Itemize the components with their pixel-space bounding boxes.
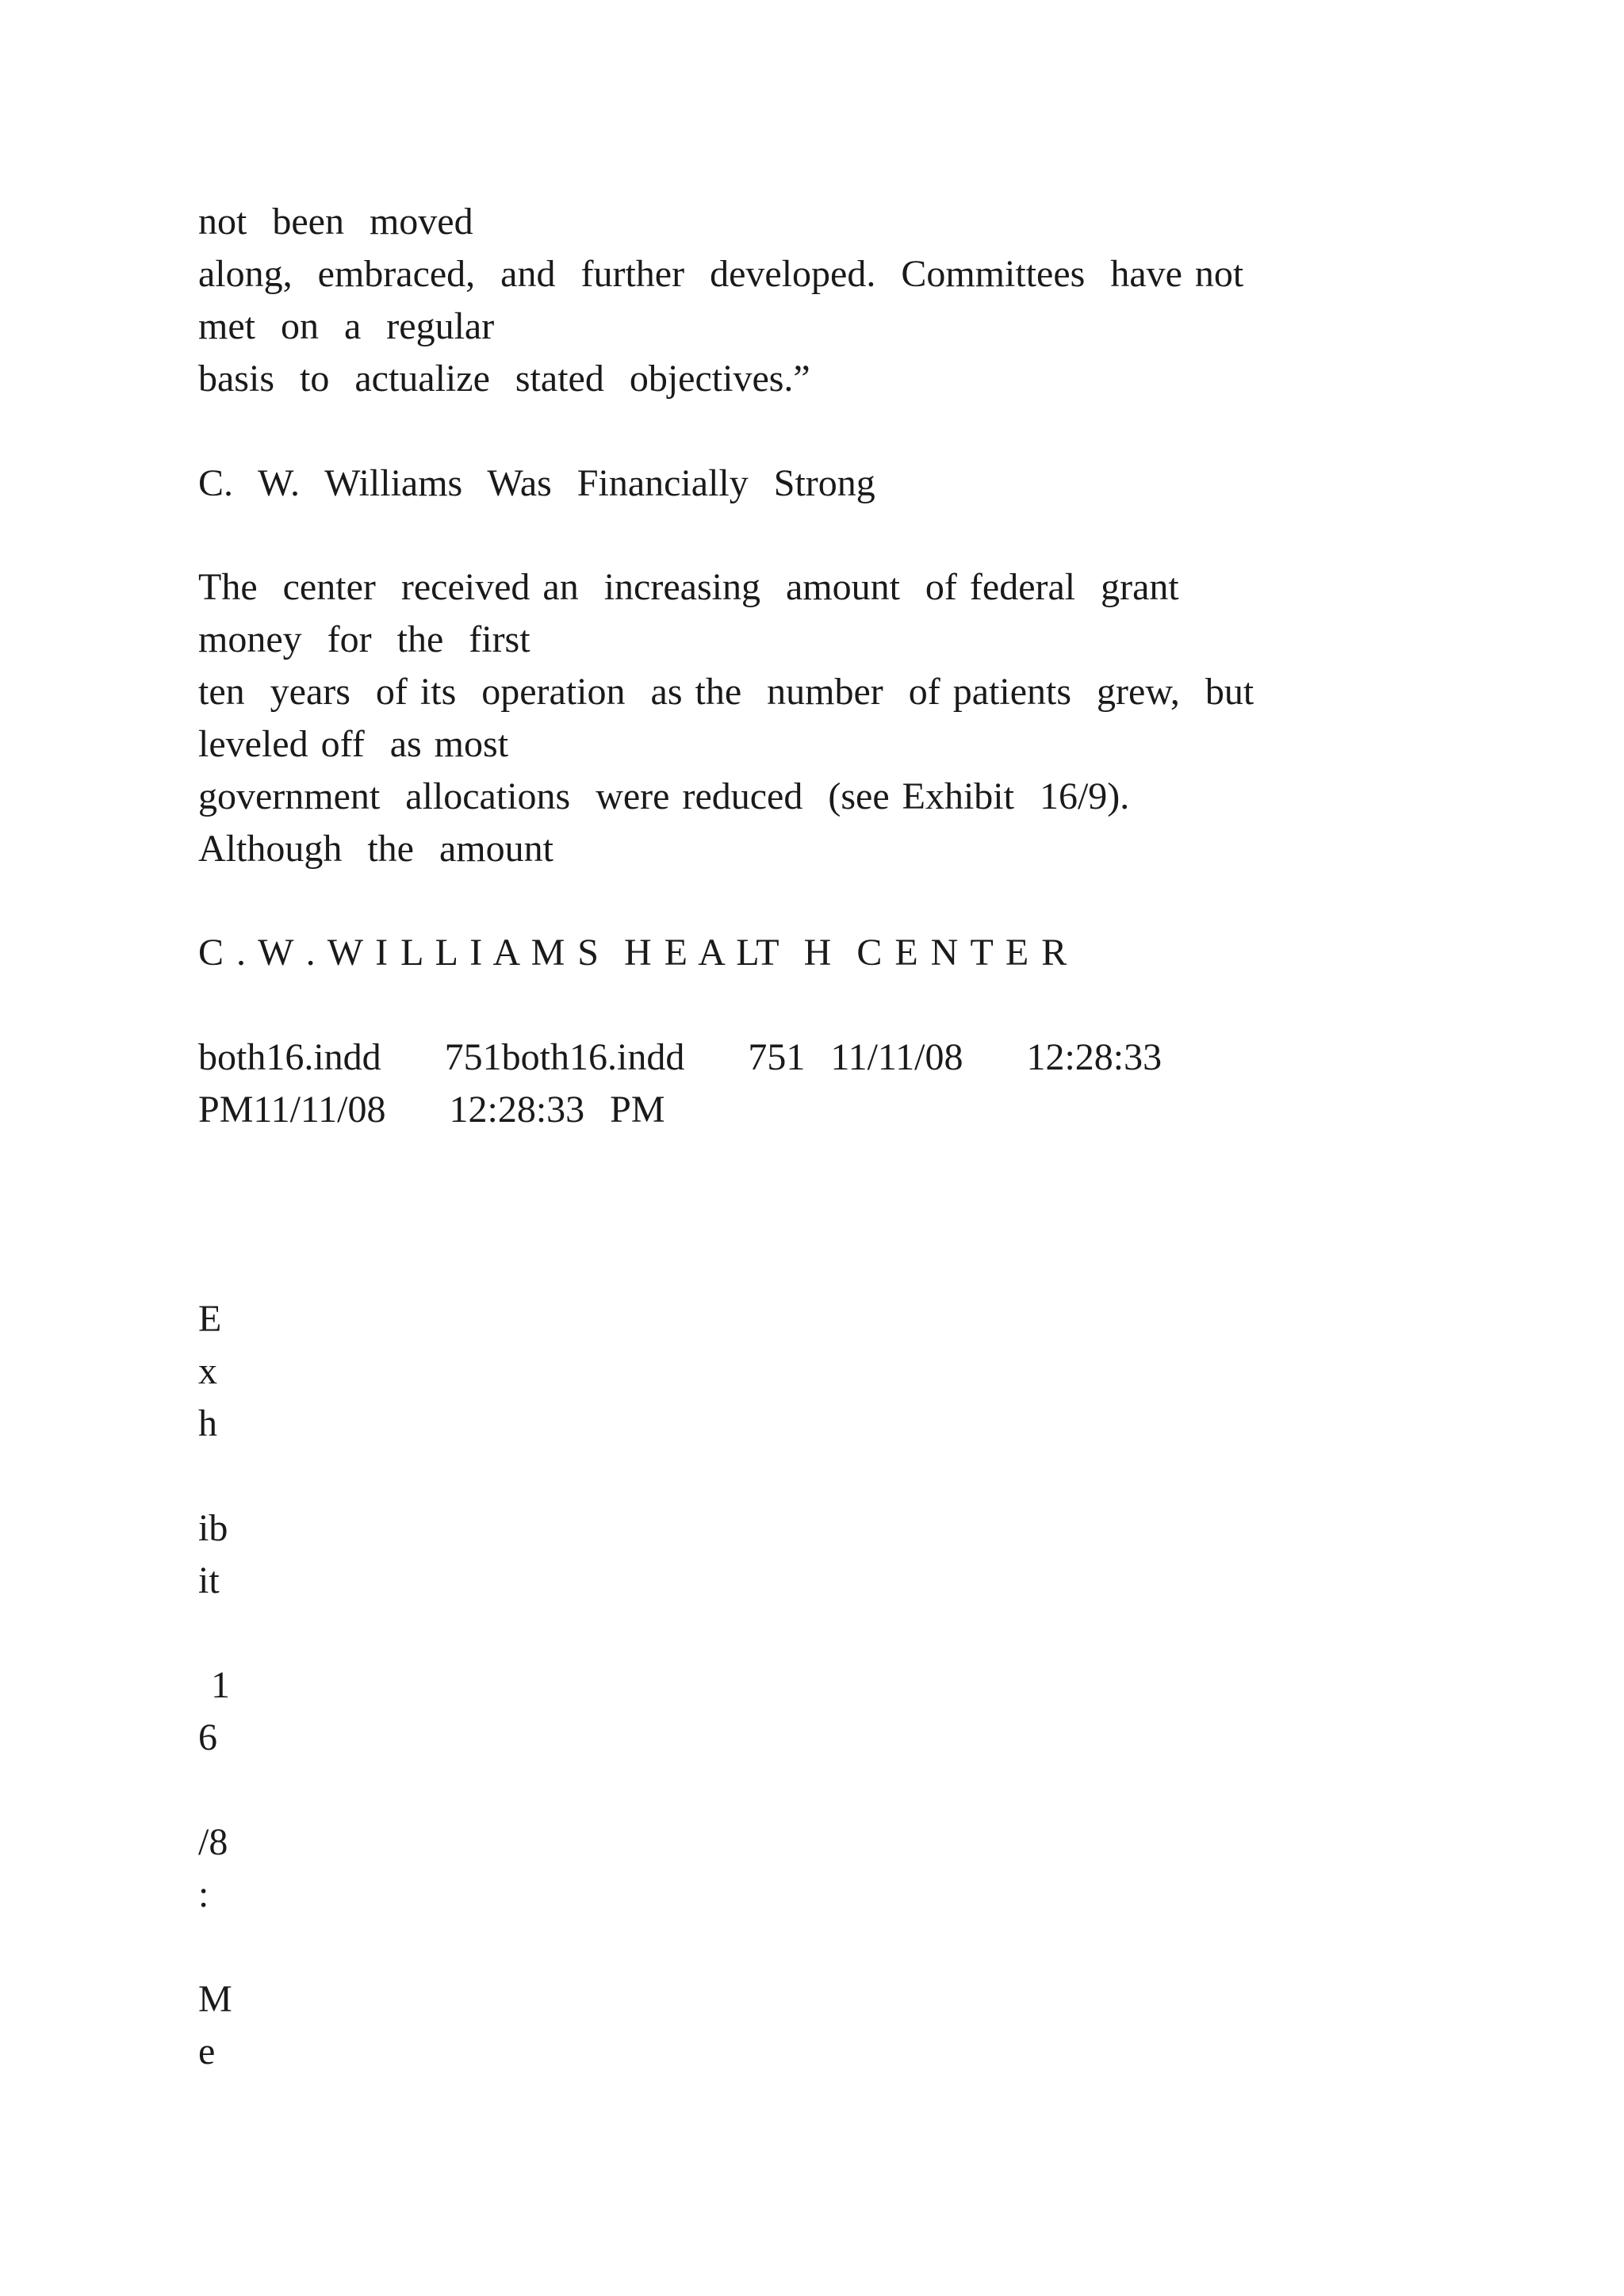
vertical-fragment: E bbox=[198, 1298, 222, 1340]
text-line: The center received an increasing amount of federal grant bbox=[198, 566, 1179, 608]
vertical-fragment: e bbox=[198, 2030, 216, 2072]
section-heading: C. W. Williams Was Financially Strong bbox=[198, 462, 875, 504]
vertical-fragment: /8 bbox=[198, 1821, 228, 1863]
file-stamp-line: PM11/11/08 12:28:33 PM bbox=[198, 1089, 665, 1131]
vertical-fragment: 6 bbox=[198, 1716, 217, 1758]
vertical-fragment: 1 bbox=[198, 1664, 230, 1706]
text-line: along, embraced, and further developed. Committees have not bbox=[198, 253, 1244, 295]
text-line: basis to actualize stated objectives.” bbox=[198, 358, 810, 400]
text-line: not been moved bbox=[198, 201, 473, 243]
text-line: money for the first bbox=[198, 618, 530, 660]
text-line: ten years of its operation as the number of patients grew, but bbox=[198, 671, 1254, 713]
vertical-fragment: h bbox=[198, 1402, 217, 1445]
file-stamp-line: both16.indd 751both16.indd 751 11/11/08 12:28:33 bbox=[198, 1036, 1162, 1078]
running-head: C . W . W I L L I A M S H E A LT H C E N T E R bbox=[198, 932, 1067, 974]
text-line: government allocations were reduced (see Exhibit 16/9). bbox=[198, 775, 1130, 817]
text-line: met on a regular bbox=[198, 305, 495, 347]
vertical-fragment: ib bbox=[198, 1507, 228, 1549]
vertical-fragment: it bbox=[198, 1559, 220, 1601]
text-line: leveled off as most bbox=[198, 723, 509, 765]
text-line: Although the amount bbox=[198, 828, 553, 870]
vertical-fragment: x bbox=[198, 1350, 217, 1392]
vertical-fragment: M bbox=[198, 1978, 232, 2020]
vertical-fragment: : bbox=[198, 1873, 209, 1915]
